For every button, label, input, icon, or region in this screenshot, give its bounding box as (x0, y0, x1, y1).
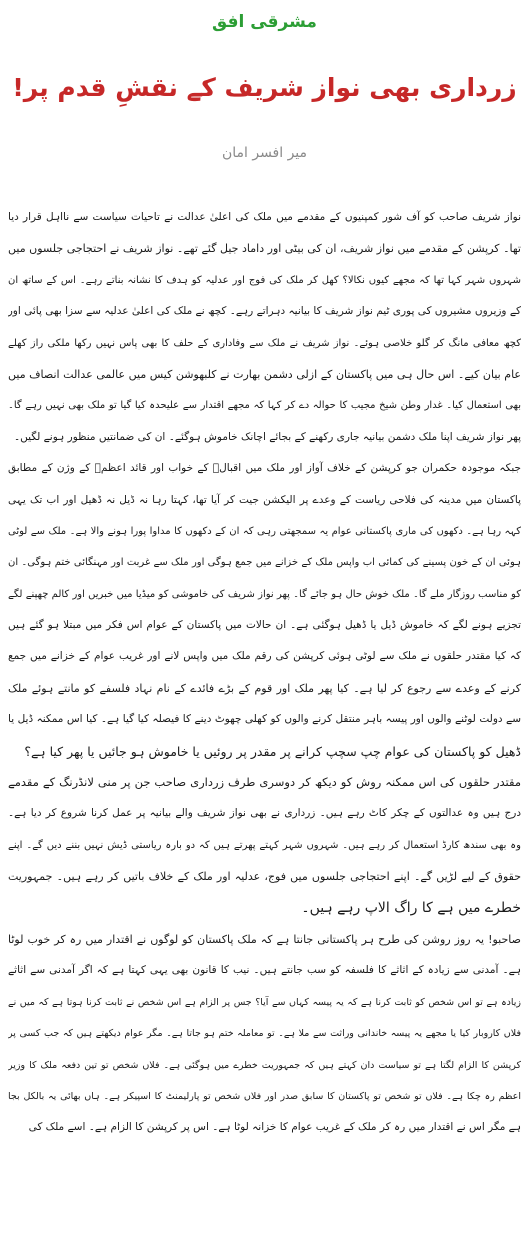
article-line: کہ کیا مقتدر حلقوں نے ملک سے لوٹی ہوئی کرپشن کی رقم ملک میں واپس لانے اور غریب عوام کے خزانے میں جمع (8, 650, 521, 663)
article-line: بھی استعمال کیا۔ غدار وطن شیخ مجیب کا حوالہ دے کر کہا کہ مجھے اقتدار سے علیحدہ کیا گیا تو ملک بھی نہیں رہے گا۔ (8, 400, 521, 412)
article-line: ہوئی ان کے خون پسینے کی کمائی اب واپس ملک کے خزانے میں جمع ہوگی اور ملک سے غربت اور مہنگائی ختم ہوگی۔ ان (8, 557, 521, 569)
article-line: پاکستان میں مدینہ کی فلاحی ریاست کے وعدے پر الیکشن جیت کر آیا تھا، کہتا رہا نہ ڈیل نہ ڈھیل اور اب تک یہی (8, 493, 521, 506)
article-line: صاحبو! یہ روز روشن کی طرح ہر پاکستانی جانتا ہے کہ ملک پاکستان کو لوگوں نے اقتدار میں رہ کر خوب لوٹا (8, 932, 521, 946)
article-body (8, 202, 521, 1144)
article-line: کرپشن کا الزام لگتا ہے تو سیاست دان کہتے ہیں کہ جمہوریت خطرے میں ہوگئی ہے۔ فلاں شخص تو تین دفعہ ملک کا وزیر (8, 1059, 521, 1071)
article-line: کچھ معافی مانگ کر گلو خلاصی ہوئے۔ نواز شریف نے ملک سے وفاداری کے حلف کا بھی پاس نہیں رکھا ملکی راز کھلے (8, 337, 521, 349)
article-line: پھر نواز شریف اپنا ملک دشمن بیانیہ جاری رکھنے کے بجائے اچانک خاموش ہوگئے۔ ان کی ضمانتیں منظور ہونے لگیں۔ (13, 430, 521, 443)
article-line: کو مناسب روزگار ملے گا۔ ملک خوش حال ہو جائے گا۔ پھر نواز شریف کی خاموشی کو میڈیا میں خبریں اور کالم چھپنے لگے (8, 588, 521, 600)
article-line: ہے مگر اس نے اقتدار میں رہ کر ملک کے غریب عوام کا خزانہ لوٹا ہے۔ اس پر کرپشن کا الزام ہے۔ اسے ملک کی (28, 1121, 521, 1134)
article-line: مقتدر حلقوں کی اس ممکنہ روش کو دیکھ کر دوسری طرف زرداری صاحب جن پر منی لانڈرنگ کے مقدمے (8, 775, 521, 790)
headline: زرداری بھی نواز شریف کے نقشِ قدم پر! (12, 73, 517, 102)
article-line: سے دولت لوٹنے والوں اور پیسہ باہر منتقل کرنے والوں کو کھلی چھوٹ دینے کا فیصلہ کیا گیا ہے۔ کیا اس ممکنہ ڈیل یا (8, 713, 521, 726)
article-line: تھا۔ کرپشن کے مقدمے میں نواز شریف، ان کی بیٹی اور داماد جیل گئے تھے۔ نواز شریف نے احتجاجی جلسوں میں (8, 242, 521, 256)
article-line: تجزیے ہونے لگے کہ خاموش ڈیل یا ڈھیل ہوگئی ہے۔ ان حالات میں پاکستان کے عوام اس فکر میں مبتلا ہو گئے ہیں (8, 619, 521, 632)
article-line: ہے۔ آمدنی سے زیادہ کے اثاثے کا فلسفہ کو سب جانتے ہیں۔ نیب کا قانون بھی یہی کہتا ہے کہ اگر آمدنی سے اثاثے (8, 964, 521, 977)
article-line: عام بیان کیے۔ اس حال ہی میں پاکستان کے ازلی دشمن بھارت نے کلبھوشن کیس میں عالمی عدالت انصاف میں (8, 367, 521, 381)
byline: میر افسر امان (221, 145, 308, 161)
article-line: زیادہ ہے تو اس شخص کو ثابت کرنا ہے کہ یہ پیسہ کہاں سے آیا؟ جس پر الزام ہے اس شخص نے ثابت کرنا ہوتا ہے کہ میں نے (8, 996, 521, 1008)
article-line: جبکہ موجودہ حکمران جو کرپشن کے خلاف آواز اور ملک میں اقبالؒ کے خواب اور قائد اعظمؒ کے وژن کے مطابق (8, 462, 521, 475)
article-line: نواز شریف صاحب کو آف شور کمپنیوں کے مقدمے میں ملک کی اعلیٰ عدالت نے تاحیات سیاست سے نااہل قرار دیا (8, 211, 521, 223)
article-line: کرنے کے وعدے سے رجوع کر لیا ہے۔ کیا پھر ملک اور قوم کے بڑے فائدے کے نام نہاد فلسفے کو مانتے ہوئے ملک (8, 681, 521, 695)
article-line: فلاں کاروبار کیا یا مجھے یہ پیسہ خاندانی وراثت سے ملا ہے۔ تو معاملہ ختم ہو جاتا ہے۔ مگر عوام دیکھتے ہیں کہ جب کسی پر (8, 1028, 521, 1040)
article-line: کے وزیروں مشیروں کی پوری ٹیم نواز شریف کا بیانیہ دہراتے رہے۔ کچھ نے ملک کی اعلیٰ عدلیہ سے سزا بھی پائی اور (8, 305, 521, 318)
article-line: خطرے میں ہے کا راگ الاپ رہے ہیں۔ (301, 899, 521, 916)
article-line: اعظم رہ چکا ہے۔ فلاں تو شخص تو پاکستان کا سابق صدر اور فلاں شخص تو پارلیمنٹ کا اسپیکر ہے۔ ہاں بھائی یہ بالکل بجا (8, 1090, 521, 1102)
article-line: وہ بھی سندھ کارڈ استعمال کر رہے ہیں۔ شہروں شہر کہتے پھرتے ہیں کہ دو بارہ ریاستی ڈیش نہیں بننے دیں گے۔ اپنے (8, 839, 521, 851)
column-label: مشرقی افق (212, 12, 317, 32)
article-line: کہہ رہا ہے۔ دکھوں کی ماری پاکستانی عوام یہ سمجھتی رہی کہ ان کے دکھوں کا مداوا پورا ہونے والا ہے۔ ملک سے لوٹی (8, 525, 521, 537)
article-line: درج ہیں وہ عدالتوں کے چکر کاٹ رہے ہیں۔ زرداری نے بھی نواز شریف والے بیانیہ پر عمل کرنا شروع کر دیا ہے۔ (8, 807, 521, 820)
article-line: شہروں شہر کہا تھا کہ مجھے کیوں نکالا؟ کھل کر ملک کی فوج اور عدلیہ کو ہدف کا نشانہ بناتے رہے۔ اس کے ساتھ ان (8, 274, 521, 286)
article-line: ڈھیل کو پاکستان کی عوام چپ سچپ کرانے پر مقدر پر روئیں یا خاموش ہو جائیں یا پھر کیا ہے؟ (24, 743, 521, 759)
article-line: حقوق کے لیے لڑیں گے۔ اپنے احتجاجی جلسوں میں فوج، عدلیہ اور ملک کے خلاف باتیں کر رہے ہیں۔ جمہوریت (8, 870, 521, 884)
